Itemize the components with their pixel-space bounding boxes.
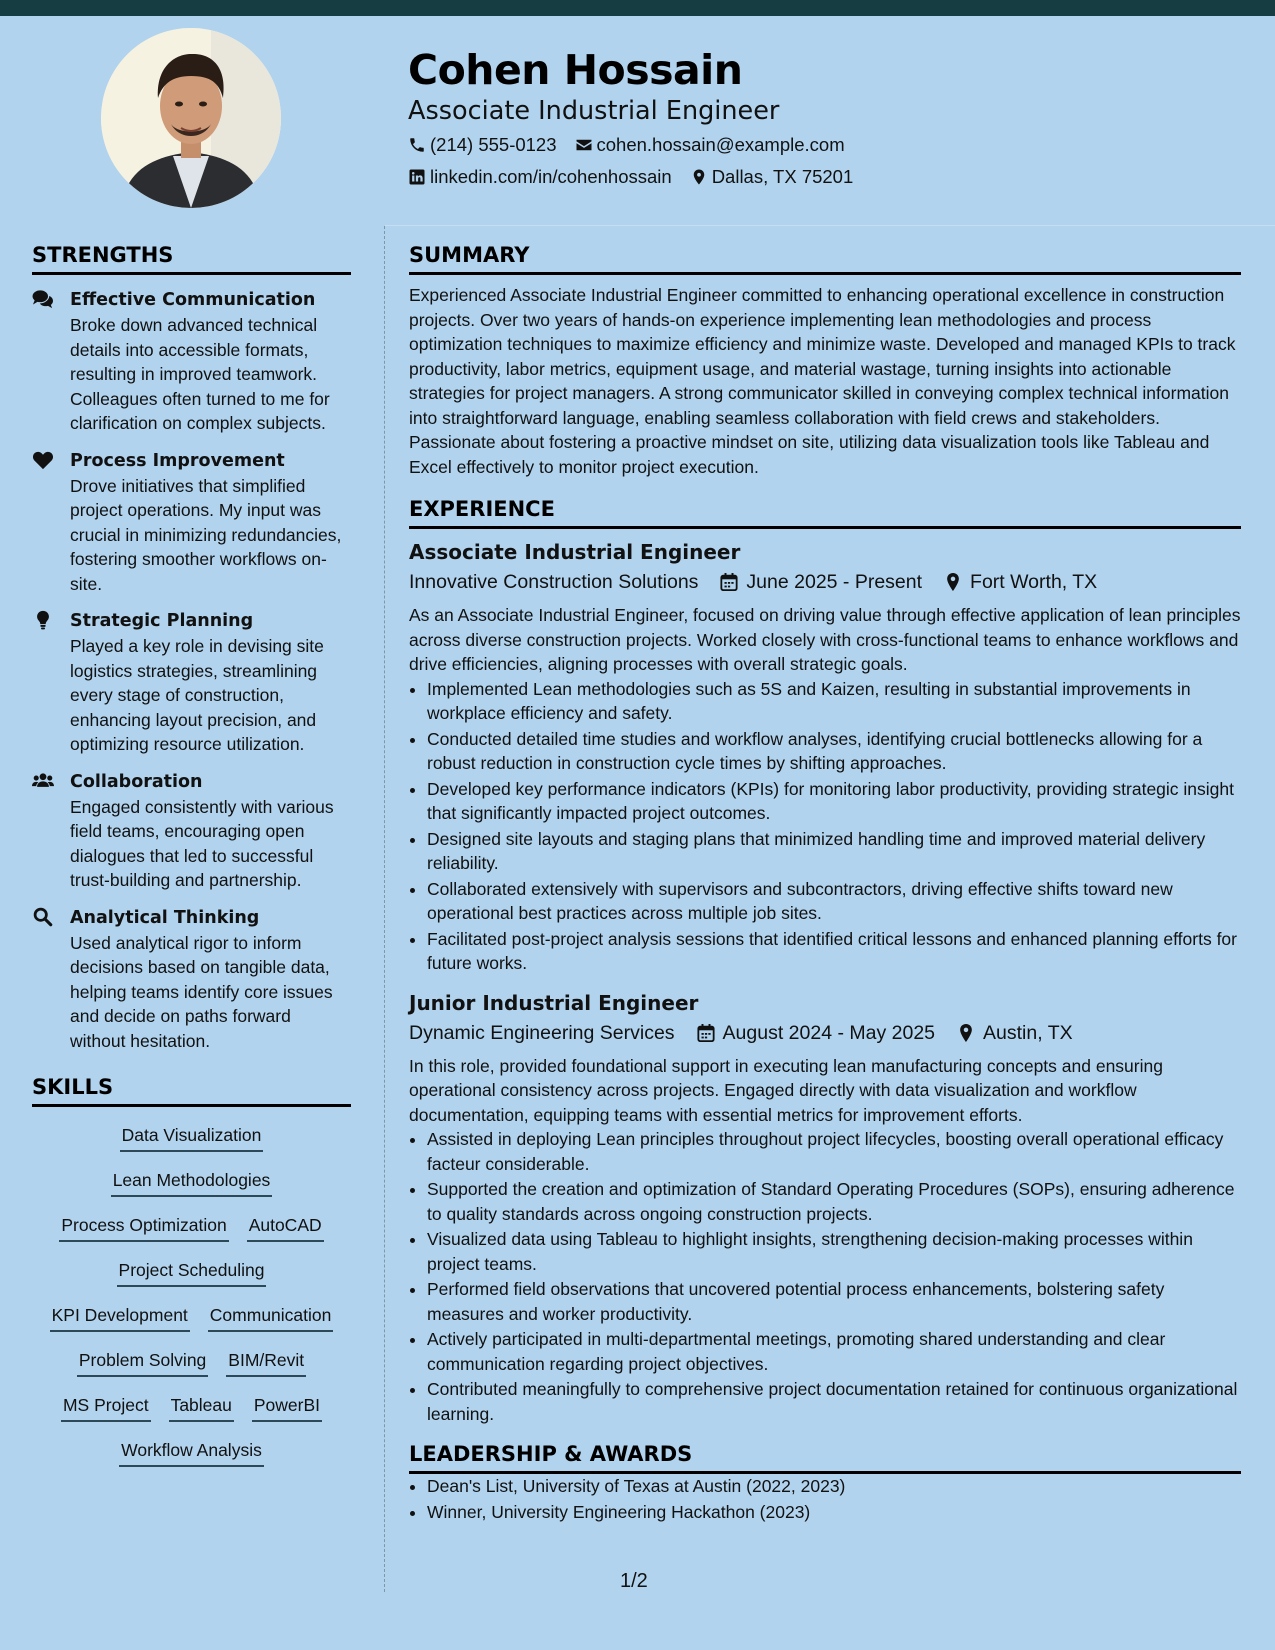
job-description: In this role, provided foundational support in executing lean manufacturing concepts and ensuring operational consistency across projects. Engaged directly with data visualization and workflow documentation, equipping teams with essential metrics for improvement efforts. <box>409 1055 1163 1125</box>
job-bullets <box>409 1127 1241 1426</box>
strength-item <box>32 769 351 893</box>
strength-text: Engaged consistently with various field teams, encouraging open dialogues that led to successful trust-building and partnership. <box>70 796 334 890</box>
top-accent-bar <box>0 0 1275 16</box>
left-column <box>32 241 351 1475</box>
users-icon <box>32 771 54 791</box>
job-dates-text: June 2025 - Present <box>746 571 923 593</box>
page-number: 1/2 <box>620 1570 648 1592</box>
strength-title: Effective Communication <box>70 290 316 310</box>
job-entry <box>409 989 1241 1427</box>
skill-row <box>32 1160 351 1205</box>
skills-list <box>32 1115 351 1475</box>
skill-row <box>32 1430 351 1475</box>
strength-item <box>32 905 351 1054</box>
job-entry <box>409 538 1241 976</box>
strength-text: Broke down advanced technical details into accessible formats, resulting in improved teamwork. Colleagues often turned to me for clarification on complex subjects. <box>70 315 330 433</box>
header-divider <box>385 225 1275 226</box>
job-dates <box>697 1019 935 1047</box>
skill-tag: KPI Development <box>50 1303 190 1332</box>
phone-icon <box>408 136 426 154</box>
awards-list <box>409 1474 1241 1524</box>
job-meta <box>409 1019 1241 1047</box>
job-bullets <box>409 677 1241 976</box>
skill-row <box>32 1205 351 1250</box>
strength-item <box>32 608 351 757</box>
skill-tag: Data Visualization <box>120 1123 264 1152</box>
contact-phone[interactable] <box>408 134 557 156</box>
phone-text: (214) 555-0123 <box>430 134 557 155</box>
job-description: As an Associate Industrial Engineer, focused on driving value through effective application of lean principles across diverse construction projects. Worked closely with cross-functional teams to enhance workflows and drive efficiencies, aligning processes with overall strategic goals. <box>409 605 1241 674</box>
skill-row <box>32 1295 351 1340</box>
list-item: • Conducted detailed time studies and workflow analyses, identifying crucial bottlenecks allowing for a robust reduction in construction cycle times by shifting approaches. <box>427 727 1241 776</box>
contact-row-2 <box>408 166 853 188</box>
skill-tag: Communication <box>208 1303 334 1332</box>
skill-tag: Project Scheduling <box>117 1258 267 1287</box>
contact-email[interactable] <box>575 134 845 156</box>
strengths-heading: STRENGTHS <box>32 241 351 275</box>
job-location <box>944 568 1097 596</box>
contact-row-1 <box>408 134 845 156</box>
skill-row <box>32 1385 351 1430</box>
leadership-heading: LEADERSHIP & AWARDS <box>409 1440 1241 1474</box>
lightbulb-icon <box>32 610 54 630</box>
job-dates-text: August 2024 - May 2025 <box>722 1021 936 1044</box>
skills-heading: SKILLS <box>32 1073 351 1107</box>
right-column <box>409 241 1241 1525</box>
job-location-text: Austin, TX <box>983 1021 1073 1044</box>
job-meta <box>409 568 1241 596</box>
strength-text: Played a key role in devising site logistics strategies, streamlining every stage of construction, enhancing layout precision, and optimizing resource utilization. <box>70 636 324 754</box>
profile-photo <box>101 28 281 208</box>
experience-heading: EXPERIENCE <box>409 495 1241 529</box>
calendar-icon <box>720 572 738 592</box>
list-item: • Performed field observations that uncovered potential process enhancements, bolstering safety measures and worker productivity. <box>427 1277 1241 1326</box>
candidate-name: Cohen Hossain <box>408 46 743 94</box>
summary-text: Experienced Associate Industrial Engineer committed to enhancing operational excellence in construction projects. Over two years of hands-on experience implementing lean methodologies and process optimization techniques to maximize efficiency and minimize waste. Developed and managed KPIs to track productivity, labor metrics, equipment usage, and material wastage, turning insights into actionable strategies for project managers. A strong communicator skilled in conveying complex technical information into straightforward language, enabling seamless collaboration with field crews and stakeholders. Passionate about fostering a proactive mindset on site, utilizing data visualization tools like Tableau and Excel effectively to monitor project execution. <box>409 285 1236 477</box>
list-item: • Collaborated extensively with supervisors and subcontractors, driving effective shifts toward new operational best practices across multiple job sites. <box>427 877 1241 926</box>
skill-tag: MS Project <box>61 1393 151 1422</box>
list-item: • Developed key performance indicators (KPIs) for monitoring labor productivity, providing strategic insight that significantly impacted project outcomes. <box>427 777 1241 826</box>
skill-tag: Problem Solving <box>77 1348 208 1377</box>
skill-tag: AutoCAD <box>247 1213 324 1242</box>
list-item: • Facilitated post-project analysis sessions that identified critical lessons and enhanced planning efforts for future works. <box>427 927 1241 976</box>
skill-row <box>32 1250 351 1295</box>
map-pin-icon <box>957 1023 975 1043</box>
comments-icon <box>32 289 54 309</box>
job-location <box>957 1019 1073 1047</box>
email-text: cohen.hossain@example.com <box>596 134 845 155</box>
list-item: • Winner, University Engineering Hackathon (2023) <box>427 1500 1241 1525</box>
skill-tag: Tableau <box>169 1393 234 1422</box>
job-role: Associate Industrial Engineer <box>409 540 741 564</box>
strength-item <box>32 287 351 436</box>
skill-tag: Lean Methodologies <box>111 1168 273 1197</box>
map-pin-icon <box>690 168 708 186</box>
skill-tag: PowerBI <box>252 1393 322 1422</box>
list-item: • Implemented Lean methodologies such as 5S and Kaizen, resulting in substantial improvements in workplace efficiency and safety. <box>427 677 1241 726</box>
skill-tag: Process Optimization <box>59 1213 228 1242</box>
envelope-icon <box>575 136 593 154</box>
search-icon <box>32 907 54 927</box>
list-item: • Visualized data using Tableau to highlight insights, strengthening decision-making processes within project teams. <box>427 1227 1241 1276</box>
job-company: Dynamic Engineering Services <box>409 1021 675 1044</box>
list-item: • Contributed meaningfully to comprehensive project documentation retained for continuous organizational learning. <box>427 1377 1241 1426</box>
strength-text: Used analytical rigor to inform decisions based on tangible data, helping teams identify core issues and decide on paths forward without hesitation. <box>70 932 333 1051</box>
candidate-title: Associate Industrial Engineer <box>408 96 780 126</box>
job-role: Junior Industrial Engineer <box>409 990 699 1015</box>
job-company: Innovative Construction Solutions <box>409 571 699 593</box>
job-location-text: Fort Worth, TX <box>970 571 1098 593</box>
strength-text: Drove initiatives that simplified project operations. My input was crucial in minimizing redundancies, fostering smoother workflows on-site. <box>70 475 342 594</box>
heart-icon <box>32 450 54 470</box>
column-divider <box>384 226 385 1592</box>
contact-linkedin[interactable] <box>408 166 672 188</box>
contact-location <box>690 166 854 188</box>
skill-tag: Workflow Analysis <box>119 1438 264 1467</box>
summary-heading: SUMMARY <box>409 241 1241 275</box>
strength-title: Analytical Thinking <box>70 907 260 928</box>
list-item: • Designed site layouts and staging plans that minimized handling time and improved material delivery reliability. <box>427 827 1241 876</box>
calendar-icon <box>697 1023 715 1043</box>
skill-tag: BIM/Revit <box>226 1348 306 1377</box>
strength-title: Process Improvement <box>70 450 285 471</box>
strength-item <box>32 448 351 597</box>
list-item: • Assisted in deploying Lean principles throughout project lifecycles, boosting overall operational efficacy facteur considerable. <box>427 1127 1241 1176</box>
list-item: • Dean's List, University of Texas at Austin (2022, 2023) <box>427 1474 1241 1499</box>
location-text: Dallas, TX 75201 <box>711 166 854 187</box>
skill-row <box>32 1115 351 1160</box>
list-item: • Supported the creation and optimization of Standard Operating Procedures (SOPs), ensuring adherence to quality standards across ongoing construction projects. <box>427 1177 1241 1226</box>
skill-row <box>32 1340 351 1385</box>
job-dates <box>720 568 922 596</box>
linkedin-text: linkedin.com/in/cohenhossain <box>430 166 672 187</box>
list-item: • Actively participated in multi-departmental meetings, promoting shared understanding and clear communication regarding project objectives. <box>427 1327 1241 1376</box>
linkedin-icon <box>408 168 426 186</box>
strength-title: Collaboration <box>70 771 203 792</box>
map-pin-icon <box>944 572 962 592</box>
strength-title: Strategic Planning <box>70 611 254 631</box>
